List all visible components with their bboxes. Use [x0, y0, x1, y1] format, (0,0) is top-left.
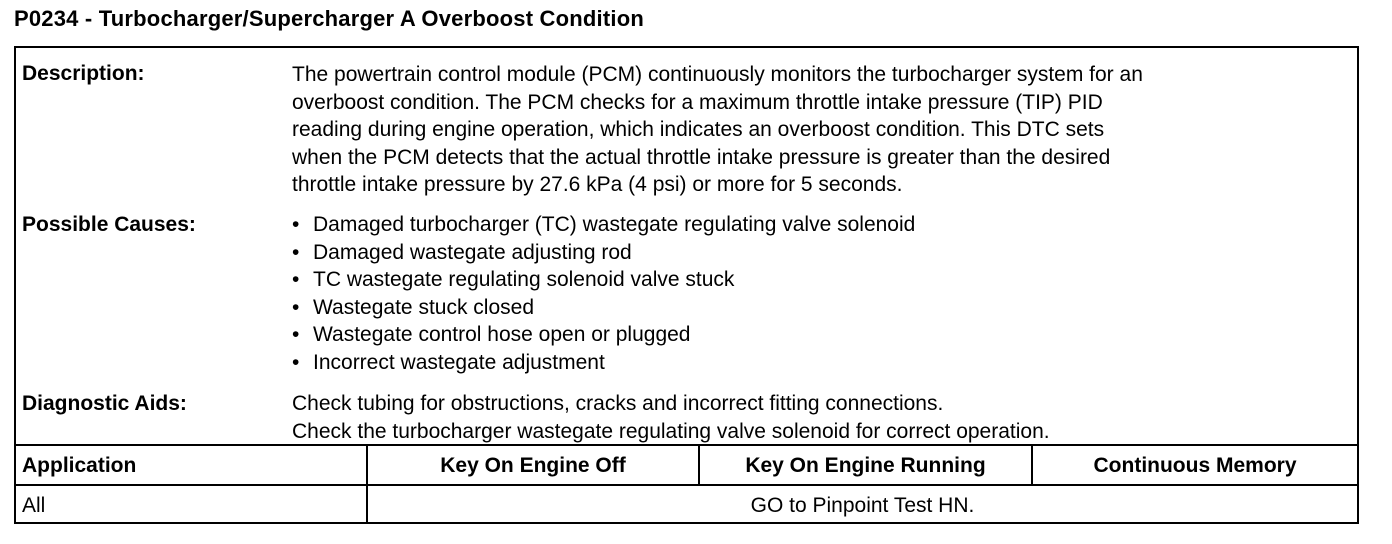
cause-text: Incorrect wastegate adjustment — [313, 350, 605, 374]
cause-item — [292, 321, 1352, 349]
pinpoint-test-cell: GO to Pinpoint Test HN. — [750, 494, 975, 517]
bullet-icon: • — [292, 213, 300, 236]
table-row-rule — [16, 484, 1357, 486]
table-top-rule — [16, 444, 1357, 446]
application-cell: All — [22, 494, 46, 517]
cause-text: Damaged turbocharger (TC) wastegate regulating valve solenoid — [313, 213, 916, 236]
header-continuous-memory: Continuous Memory — [1093, 454, 1297, 477]
description-label: Description: — [22, 62, 145, 85]
possible-causes-label: Possible Causes: — [22, 213, 196, 236]
bullet-icon: • — [292, 240, 300, 264]
cause-text: Damaged wastegate adjusting rod — [313, 240, 632, 264]
description-line: when the PCM detects that the actual throttle intake pressure is greater than the desired — [292, 145, 1111, 169]
description-line: reading during engine operation, which indicates an overboost condition. This DTC sets — [292, 118, 1105, 141]
dtc-info-box — [14, 46, 1359, 524]
cause-text: Wastegate control hose open or plugged — [313, 323, 691, 346]
diagnostic-aids-line: Check tubing for obstructions, cracks and incorrect fitting connections. — [292, 392, 944, 415]
cause-item — [292, 294, 1352, 322]
diagnostic-aids-text — [292, 390, 1352, 445]
bullet-icon: • — [292, 350, 300, 374]
cause-text: Wastegate stuck closed — [313, 295, 534, 319]
header-key-on-engine-running: Key On Engine Running — [745, 454, 986, 477]
header-key-on-engine-off: Key On Engine Off — [440, 454, 626, 477]
cause-item — [292, 349, 1352, 377]
cause-item — [292, 211, 1352, 239]
cause-item — [292, 239, 1352, 267]
description-line: overboost condition. The PCM checks for a maximum throttle intake pressure (TIP) PID — [292, 90, 1103, 114]
bullet-icon: • — [292, 323, 300, 346]
cause-item — [292, 266, 1352, 294]
description-line: The powertrain control module (PCM) continuously monitors the turbocharger system for an — [292, 63, 1143, 86]
page-title: P0234 - Turbocharger/Supercharger A Overboost Condition — [14, 6, 644, 31]
header-application: Application — [22, 454, 137, 477]
cause-text: TC wastegate regulating solenoid valve stuck — [313, 268, 735, 291]
bullet-icon: • — [292, 295, 300, 319]
diagnostic-aids-line: Check the turbocharger wastegate regulating valve solenoid for correct operation. — [292, 419, 1050, 443]
diagnostic-aids-label: Diagnostic Aids: — [22, 392, 187, 415]
possible-causes-list — [292, 211, 1352, 376]
description-line: throttle intake pressure by 27.6 kPa (4 psi) or more for 5 seconds. — [292, 173, 903, 196]
bullet-icon: • — [292, 268, 300, 291]
description-text — [292, 61, 1352, 199]
